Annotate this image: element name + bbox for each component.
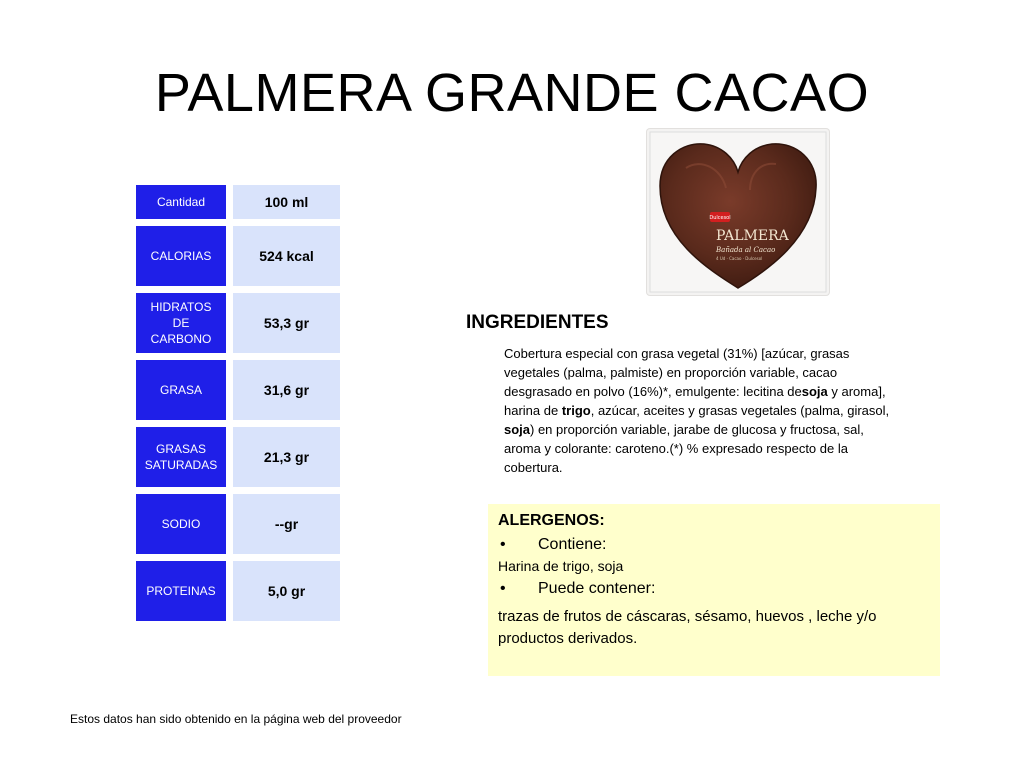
nutrition-label: Cantidad [136,185,226,219]
svg-text:Dulcesol: Dulcesol [709,215,731,221]
nutrition-label: GRASAS SATURADAS [136,427,226,487]
nutrition-value: 5,0 gr [233,561,340,621]
nutrition-row-sodio [136,494,340,554]
nutrition-row-grasas-saturadas [136,427,340,487]
nutrition-value: 31,6 gr [233,360,340,420]
nutrition-row-proteinas [136,561,340,621]
nutrition-label: CALORIAS [136,226,226,286]
bullet-icon: • [500,580,506,597]
ingredients-title: INGREDIENTES [466,312,609,333]
nutrition-row-hidratos [136,293,340,353]
palmera-heart-image [646,128,830,296]
nutrition-value: --gr [233,494,340,554]
svg-text:4 Ud · Cacao · Dulcesol: 4 Ud · Cacao · Dulcesol [716,256,763,261]
contains-bullet [498,536,930,554]
may-contain-bullet [498,580,930,598]
allergens-box [488,504,940,676]
nutrition-row-calorias [136,226,340,286]
bullet-icon: • [500,536,506,553]
may-contain-value: trazas de frutos de cáscaras, sésamo, huevos , leche y/o productos derivados. [498,608,877,647]
nutrition-label: SODIO [136,494,226,554]
source-footnote: Estos datos han sido obtenido en la página web del proveedor [70,712,402,726]
contains-value: Harina de trigo, soja [498,558,624,574]
allergens-title: ALERGENOS: [498,512,605,529]
nutrition-value: 100 ml [233,185,340,219]
nutrition-row-cantidad [136,185,340,219]
nutrition-label: GRASA [136,360,226,420]
ingredients-text: Cobertura especial con grasa vegetal (31%) [azúcar, grasas vegetales (palma, palmiste) en proporción variable, cacao desgrasado en polvo (16%)*, emulgente: lecitina desoja y aroma], harina de trigo, azúcar, aceites y grasas vegetales (palma, girasol, soja) en proporción variable, jarabe de glucosa y fructosa, sal, aroma y colorante: caroteno.(*) % expresado respecto de la cobertura. [504,346,890,475]
nutrition-value: 53,3 gr [233,293,340,353]
svg-text:Bañada al Cacao: Bañada al Cacao [716,246,776,254]
page-title: PALMERA GRANDE CACAO [154,63,870,123]
nutrition-value: 524 kcal [233,226,340,286]
nutrition-label: PROTEINAS [136,561,226,621]
product-image [646,128,830,296]
nutrition-value: 21,3 gr [233,427,340,487]
nutrition-label: HIDRATOS DE CARBONO [136,293,226,353]
svg-text:PALMERA: PALMERA [716,228,789,244]
nutrition-row-grasa [136,360,340,420]
may-contain-label: Puede contener: [538,580,656,597]
contains-label: Contiene: [538,536,607,553]
